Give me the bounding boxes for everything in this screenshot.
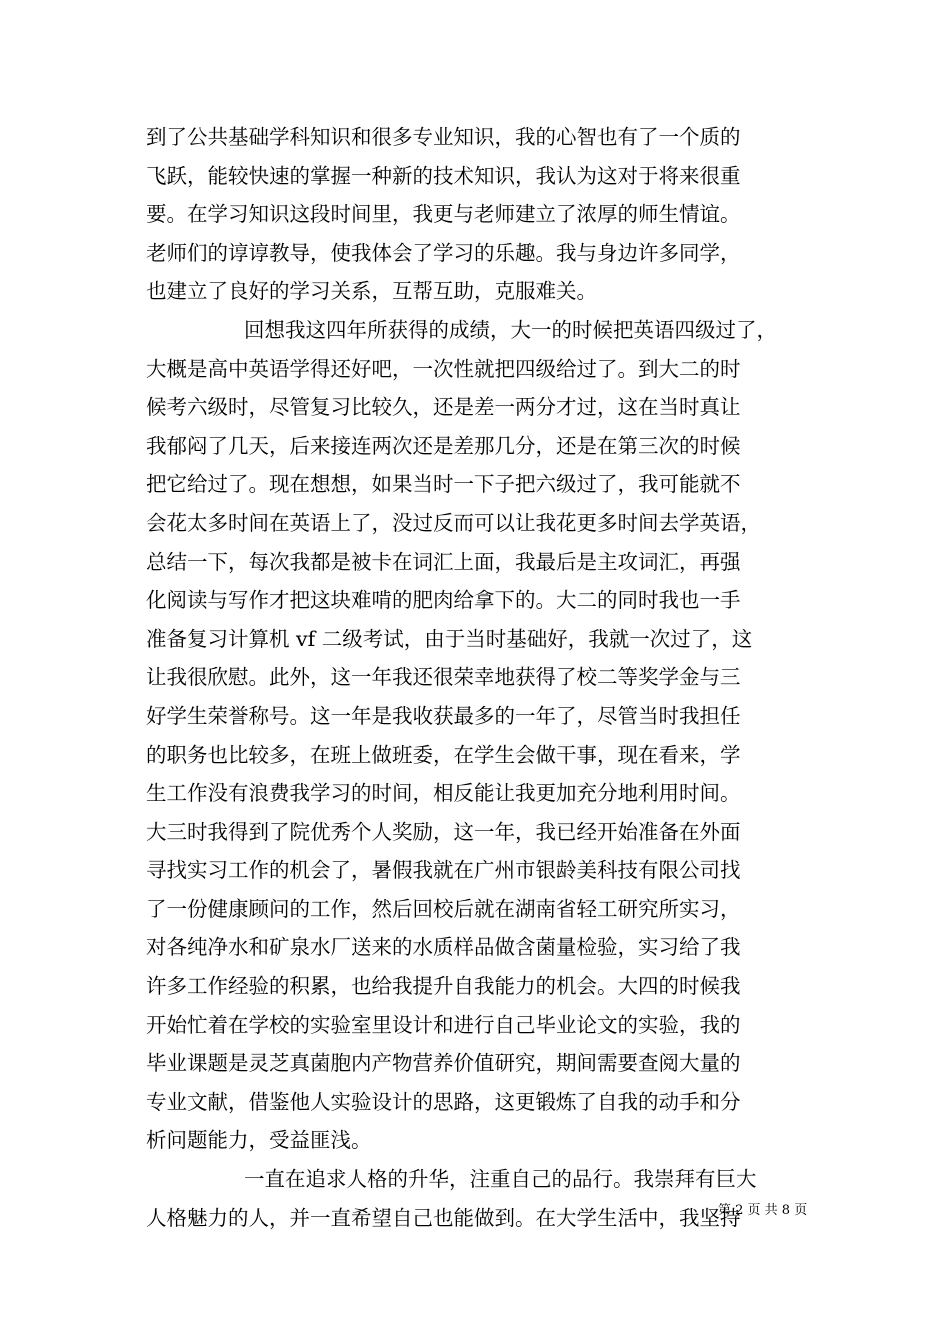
text-line: 了一份健康顾问的工作，然后回校后就在湖南省轻工研究所实习， — [146, 896, 741, 921]
paragraph — [146, 1160, 826, 1237]
text-line: 回想我这四年所获得的成绩，大一的时候把英语四级过了， — [244, 317, 777, 342]
page-number: 第 2 页 共 8 页 — [718, 1203, 808, 1218]
text-line: 大概是高中英语学得还好吧，一次性就把四级给过了。到大二的时 — [146, 356, 741, 381]
text-line: 开始忙着在学校的实验室里设计和进行自己毕业论文的实验，我的 — [146, 1012, 741, 1037]
text-line: 专业文献，借鉴他人实验设计的思路，这更锻炼了自我的动手和分 — [146, 1089, 741, 1114]
text-line: 飞跃，能较快速的掌握一种新的技术知识，我认为这对于将来很重 — [146, 163, 741, 188]
text-line: 候考六级时，尽管复习比较久，还是差一两分才过，这在当时真让 — [146, 395, 741, 420]
text-line: 把它给过了。现在想想，如果当时一下子把六级过了，我可能就不 — [146, 472, 741, 497]
text-line: 许多工作经验的积累，也给我提升自我能力的机会。大四的时候我 — [146, 974, 741, 999]
text-line: 人格魅力的人，并一直希望自己也能做到。在大学生活中，我坚持 — [146, 1205, 741, 1230]
text-line: 我郁闷了几天，后来接连两次还是差那几分，还是在第三次的时候 — [146, 433, 741, 458]
text-line: 准备复习计算机 vf 二级考试，由于当时基础好，我就一次过了，这 — [146, 626, 753, 651]
text-line: 大三时我得到了院优秀个人奖励，这一年，我已经开始准备在外面 — [146, 819, 741, 844]
text-line: 要。在学习知识这段时间里，我更与老师建立了浓厚的师生情谊。 — [146, 202, 741, 227]
text-line: 让我很欣慰。此外，这一年我还很荣幸地获得了校二等奖学金与三 — [146, 665, 741, 690]
text-line: 毕业课题是灵芝真菌胞内产物营养价值研究，期间需要查阅大量的 — [146, 1051, 741, 1076]
text-line: 总结一下，每次我都是被卡在词汇上面，我最后是主攻词汇，再强 — [146, 549, 741, 574]
paragraph — [146, 118, 826, 311]
text-line: 老师们的谆谆教导，使我体会了学习的乐趣。我与身边许多同学， — [146, 240, 741, 265]
body-text — [146, 118, 826, 1237]
text-line: 到了公共基础学科知识和很多专业知识，我的心智也有了一个质的 — [146, 125, 741, 149]
paragraph — [146, 311, 826, 1160]
text-line: 也建立了良好的学习关系，互帮互助，克服难关。 — [146, 279, 597, 304]
text-line: 化阅读与写作才把这块难啃的肥肉给拿下的。大二的同时我也一手 — [146, 588, 741, 613]
text-line: 好学生荣誉称号。这一年是我收获最多的一年了，尽管当时我担任 — [146, 703, 741, 728]
text-line: 一直在追求人格的升华，注重自己的品行。我崇拜有巨大 — [244, 1167, 757, 1192]
text-line: 对各纯净水和矿泉水厂送来的水质样品做含菌量检验，实习给了我 — [146, 935, 741, 960]
text-line: 会花太多时间在英语上了，没过反而可以让我花更多时间去学英语， — [146, 510, 761, 535]
text-line: 寻找实习工作的机会了，暑假我就在广州市银龄美科技有限公司找 — [146, 858, 741, 883]
text-line: 生工作没有浪费我学习的时间，相反能让我更加充分地利用时间。 — [146, 781, 741, 806]
text-line: 的职务也比较多，在班上做班委，在学生会做干事，现在看来，学 — [146, 742, 741, 767]
text-line: 析问题能力，受益匪浅。 — [146, 1128, 372, 1153]
